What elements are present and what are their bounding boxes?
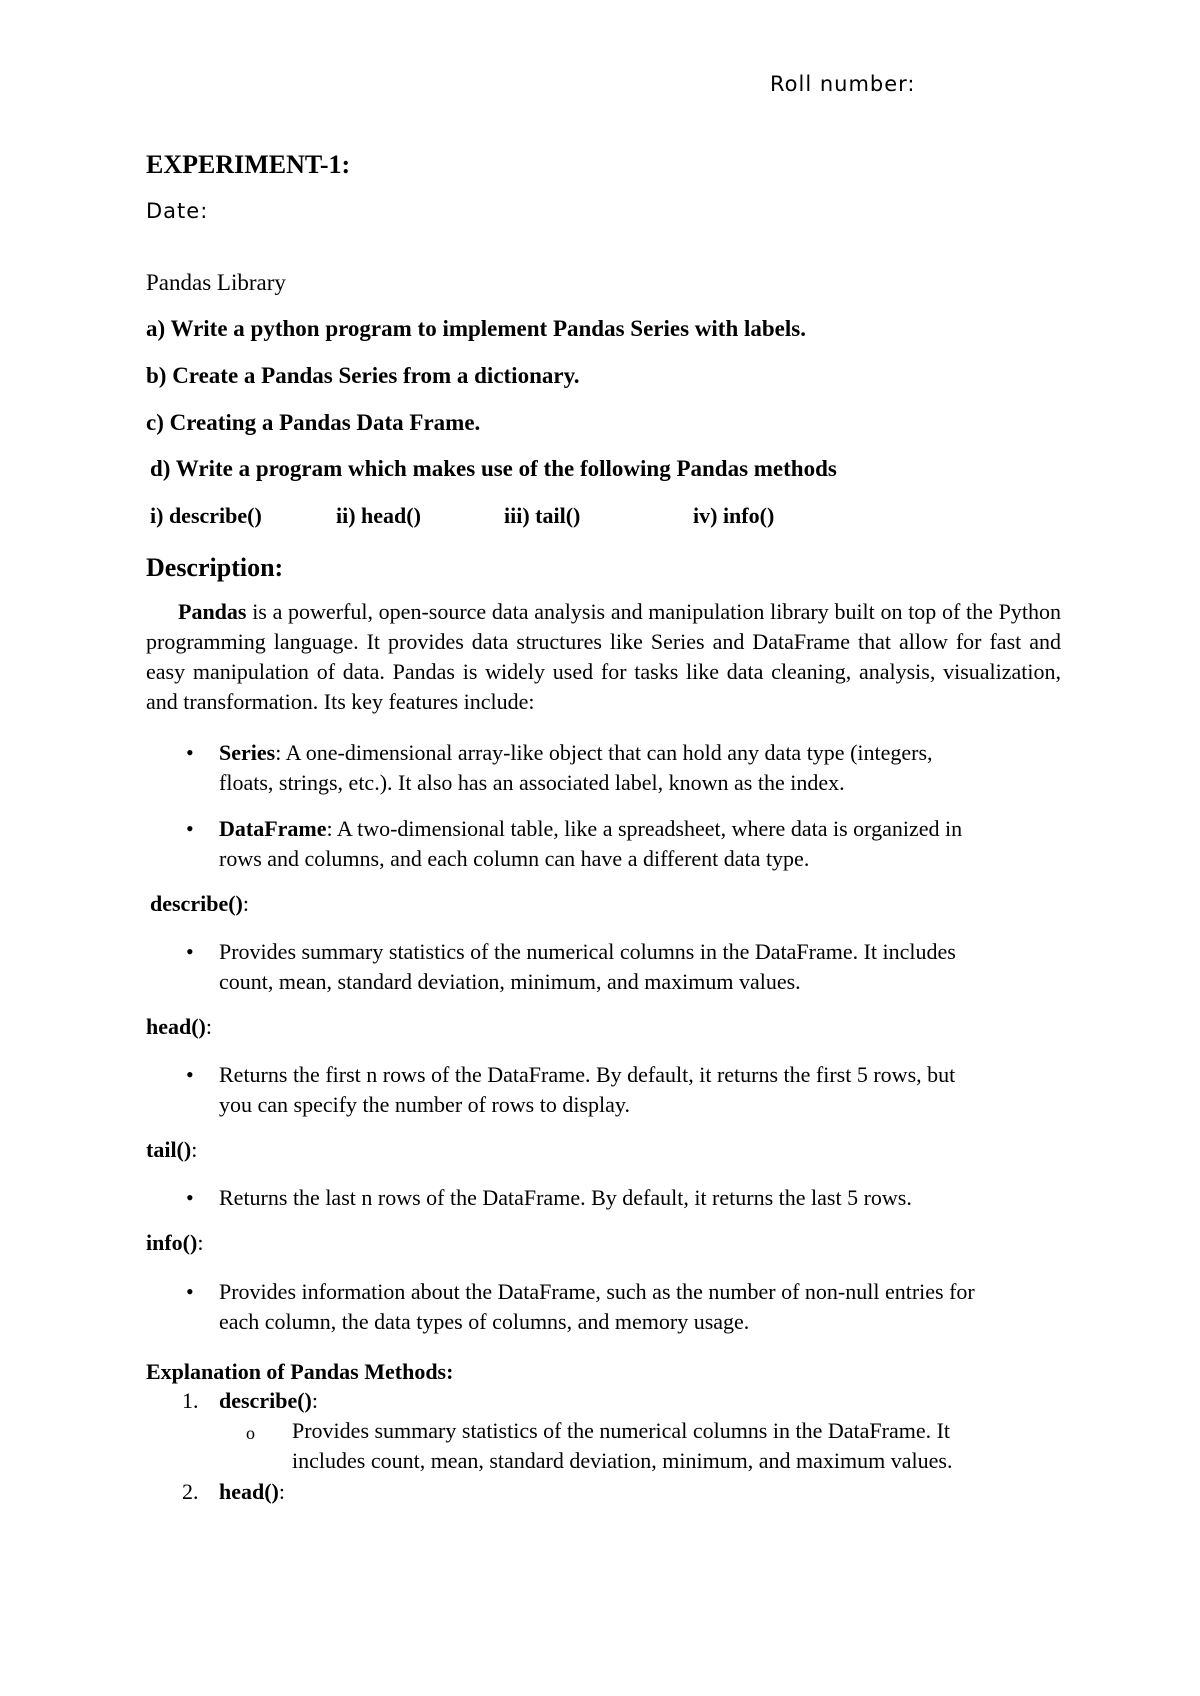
feature-text-line1: : A two-dimensional table, like a spreadsheet, where data is organized in — [326, 816, 963, 841]
item-number: 1. — [182, 1388, 199, 1413]
item-number: 2. — [182, 1479, 199, 1504]
description-heading: Description: — [146, 553, 284, 582]
pandas-term: Pandas — [178, 599, 247, 624]
explanation-heading: Explanation of Pandas Methods: — [146, 1359, 454, 1384]
detail-line1: Provides summary statistics of the numerical columns in the DataFrame. It — [292, 1418, 951, 1443]
description-text: is a powerful, open-source data analysis and manipulation library built on top of the Python programming language. It provides data structures like Series and DataFrame that allow for fast and easy manipulation of data. Pandas is widely used for tasks like data cleaning, analysis, visualization, and transformation. Its key features include: — [146, 599, 1061, 714]
method-describe: i) describe() — [150, 503, 262, 528]
colon: : — [197, 1230, 204, 1255]
colon: : — [242, 891, 249, 916]
method-detail-line1: Returns the first n rows of the DataFrame. By default, it returns the first 5 rows, but — [219, 1062, 956, 1087]
task-c: c) Creating a Pandas Data Frame. — [146, 410, 481, 435]
method-detail-line1: Provides information about the DataFrame, such as the number of non-null entries for — [219, 1279, 975, 1304]
bullet-icon: • — [186, 1185, 194, 1210]
bullet-icon: • — [186, 939, 194, 964]
tail-heading — [146, 1137, 197, 1163]
colon: : — [311, 1388, 318, 1413]
feature-text-line2: floats, strings, etc.). It also has an associated label, known as the index. — [219, 770, 845, 795]
method-tail: iii) tail() — [504, 503, 581, 528]
bullet-icon: • — [186, 816, 194, 841]
method-name: describe() — [150, 891, 243, 916]
method-detail-line2: count, mean, standard deviation, minimum, and maximum values. — [219, 969, 801, 994]
colon: : — [278, 1479, 286, 1504]
method-head: ii) head() — [336, 503, 421, 528]
info-heading — [146, 1230, 203, 1256]
method-detail-line2: each column, the data types of columns, and memory usage. — [219, 1309, 750, 1334]
task-a: a) Write a python program to implement Pandas Series with labels. — [146, 316, 806, 341]
description-paragraph — [146, 597, 1061, 717]
method-detail-line1: Provides summary statistics of the numerical columns in the DataFrame. It includes — [219, 939, 956, 964]
colon: : — [205, 1014, 213, 1039]
method-detail-line1: Returns the last n rows of the DataFrame. By default, it returns the last 5 rows. — [219, 1185, 912, 1210]
feature-text-line2: rows and columns, and each column can have a different data type. — [219, 846, 810, 871]
method-detail-line2: you can specify the number of rows to display. — [219, 1092, 630, 1117]
bullet-icon: • — [186, 740, 194, 765]
method-name: info() — [146, 1230, 198, 1255]
method-name: head() — [146, 1014, 206, 1039]
feature-term: DataFrame — [219, 816, 327, 841]
experiment-title: EXPERIMENT-1: — [146, 150, 351, 179]
method-info: iv) info() — [693, 503, 775, 528]
roll-number-label: Roll number: — [770, 72, 916, 96]
bullet-icon: • — [186, 1062, 194, 1087]
detail-line2: includes count, mean, standard deviation, minimum, and maximum values. — [292, 1448, 953, 1473]
item-name: describe() — [219, 1388, 312, 1413]
bullet-icon: • — [186, 1279, 194, 1304]
item-name: head() — [219, 1479, 279, 1504]
date-label: Date: — [146, 199, 209, 223]
circle-bullet-icon: o — [246, 1423, 255, 1443]
task-b: b) Create a Pandas Series from a dictionary. — [146, 363, 580, 388]
describe-heading — [150, 891, 249, 917]
colon: : — [191, 1137, 198, 1162]
method-name: tail() — [146, 1137, 192, 1162]
task-d: d) Write a program which makes use of the following Pandas methods — [150, 456, 837, 481]
head-heading — [146, 1014, 212, 1040]
feature-term: Series — [219, 740, 276, 765]
library-heading: Pandas Library — [146, 270, 286, 295]
feature-text-line1: : A one-dimensional array-like object that can hold any data type (integers, — [275, 740, 933, 765]
